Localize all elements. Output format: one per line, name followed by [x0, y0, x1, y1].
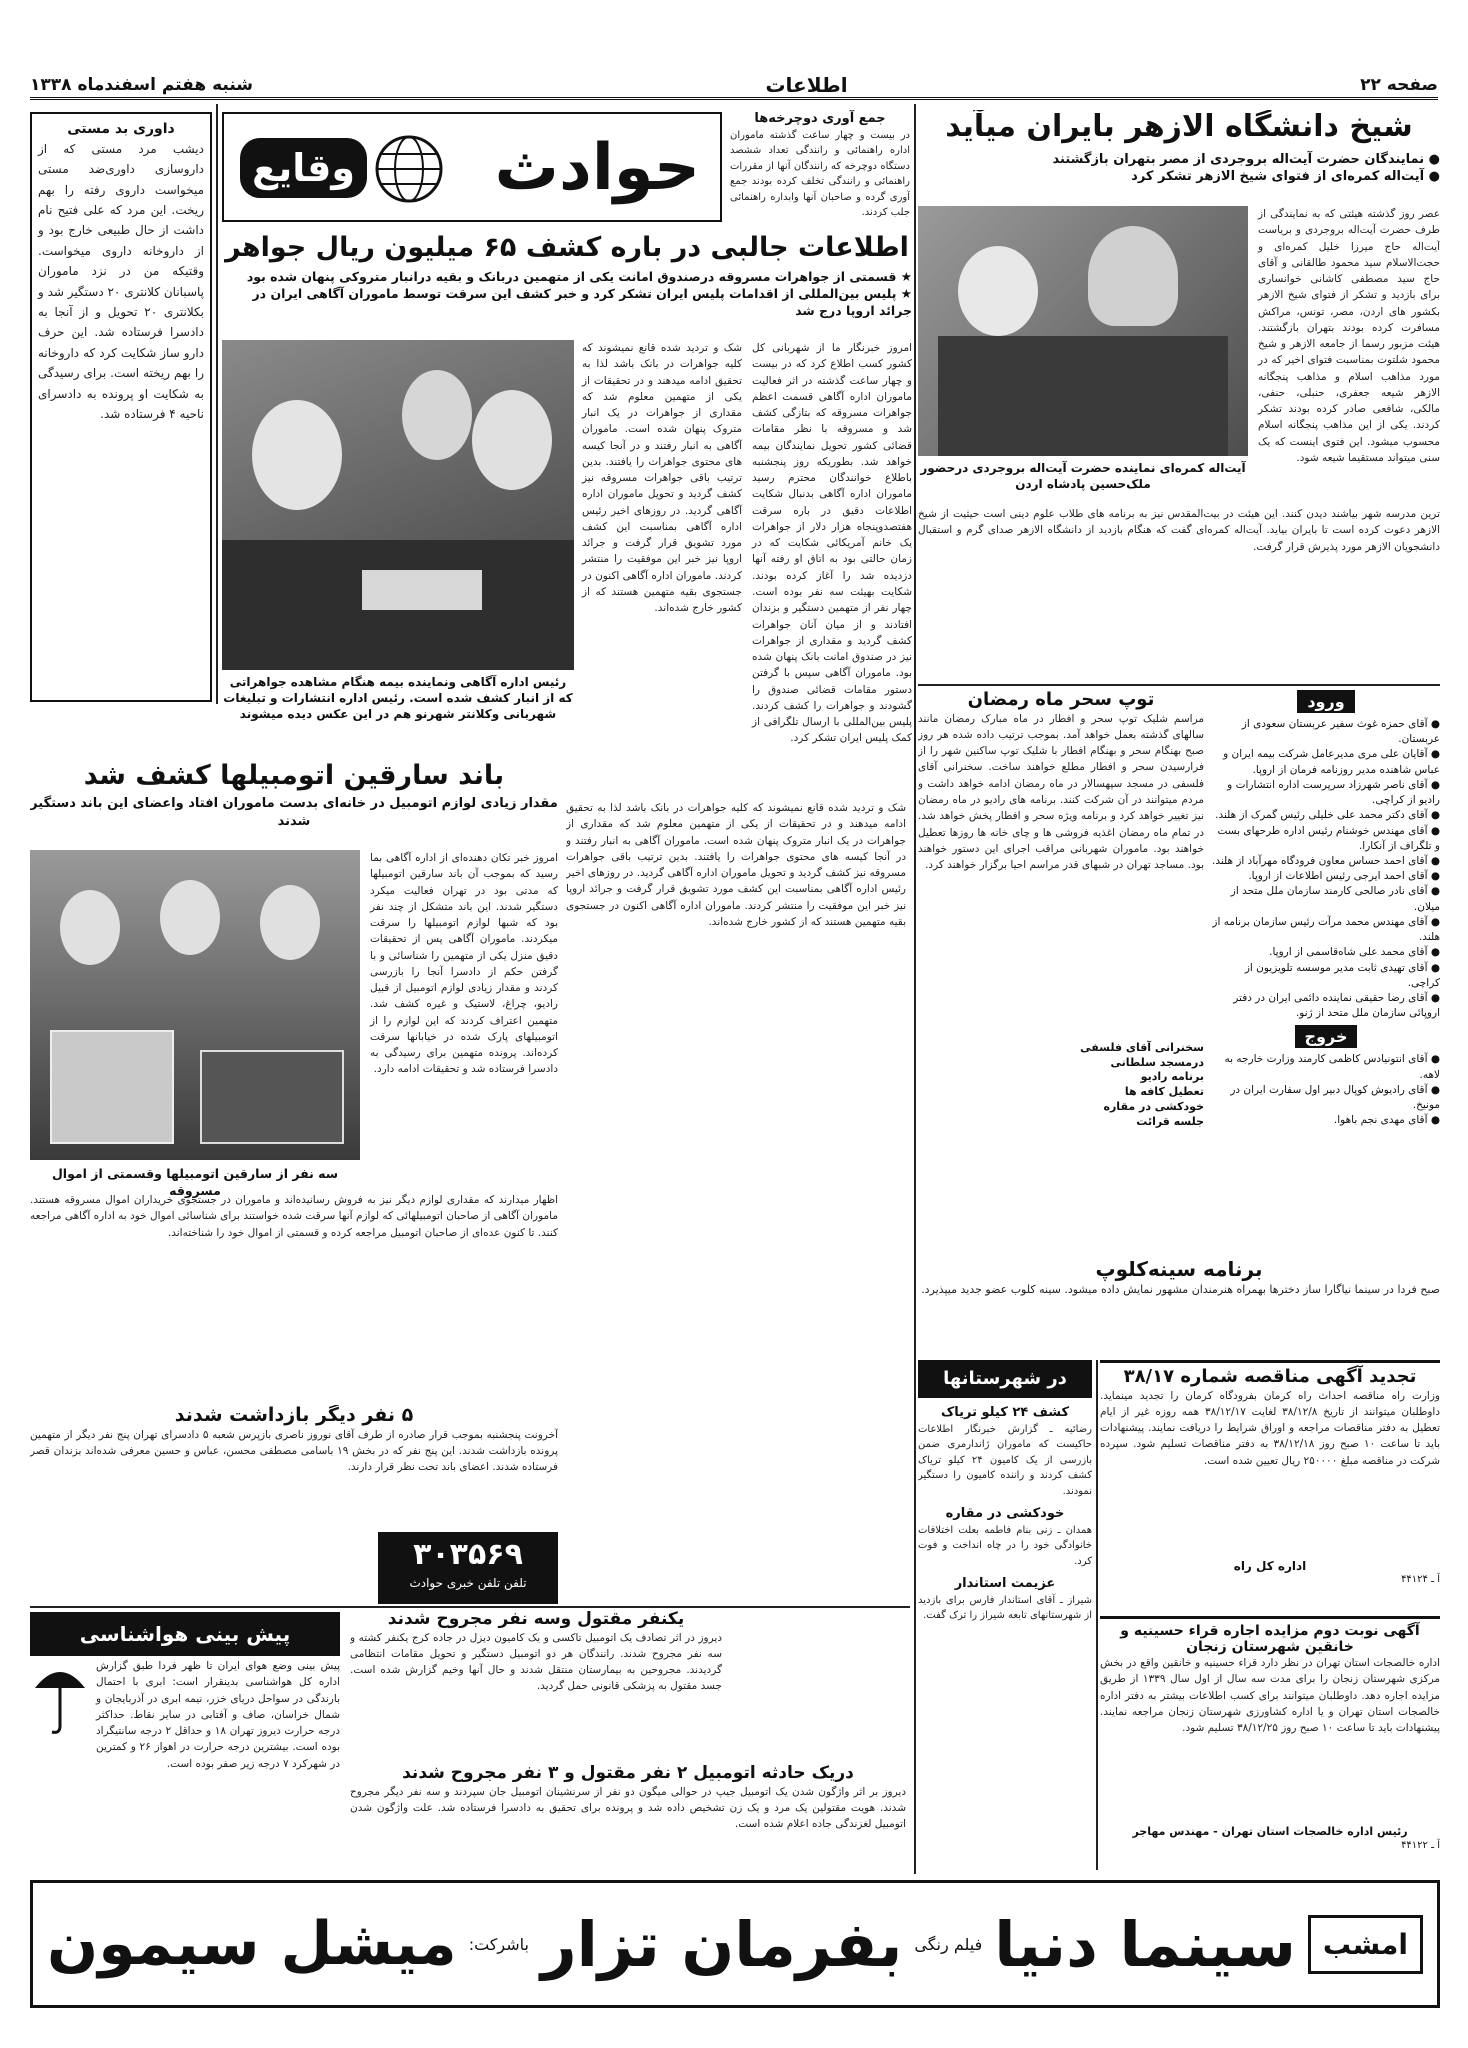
list-item: ● آقای رضا حقیقی نماینده دائمی ایران در دفتر اروپائی سازمان ملل متحد از ژنو. — [1233, 991, 1440, 1020]
darik-body: دیروز بر اثر واژگون شدن یک اتومبیل جیپ در حوالی میگون دو نفر از سرنشینان اتومبیل جان سپردند و سه نفر دیگر مجروح شدند. هویت مقتولین یک مرد و یک زن تشخیص داده شد و پرونده برای تحقیق به دادسرا فرستاده شد. علت واژگون شدن اتومبیل لغزندگی جاده اعلام شده است. — [350, 1785, 906, 1831]
column-rule — [914, 104, 916, 1874]
yekn-title: یکنفر مقتول وسه نفر مجروح شدند — [387, 1610, 685, 1629]
phone-ad-number: ۳۰۳۵۶۹ — [413, 1537, 523, 1572]
provinces-title-box — [918, 1360, 1092, 1398]
list-item: ● آقای انتونیادس کاظمی کارمند وزارت خارجه به لاهه. — [1224, 1053, 1440, 1081]
azhar-photo — [918, 206, 1248, 456]
weather-title: پیش بینی هواشناسی — [79, 1622, 291, 1646]
banner-with: باشرکت: — [468, 1934, 529, 1954]
band-body: امروز خبر تکان دهنده‌ای از اداره آگاهی بما رسید که بموجب آن باند سارقین اتومبیلها که مدتی بود در تهران فعالیت میکرد دستگیر شدند. این باند متشکل از چند نفر بود که شبها لوازم اتومبیلها را سرقت میکردند. ماموران آگاهی پس از تحقیقات دقیق منزل یکی از متهمین را شناسائی و با گرفتن حکم از دادسرا آنجا را بازرسی کردند و مقدار زیادی لوازم اتومبیل از قبیل رادیو، چراغ، لاستیک و غیره کشف شد. متهمین اعتراف کردند که این لوازم را از اتومبیلهای پارک شده در خیابانها سرقت کرده‌اند. پرونده متهمین برای رسیدگی به دادسرا فرستاده شد و تحقیقات ادامه دارد. — [370, 852, 558, 1076]
azhar-body: عصر روز گذشته هیئتی که به نمایندگی از طرف حضرت آیت‌اله بروجردی و بریاست آیت‌اله حاج میرزا خلیل کمره‌ای و حجت‌الاسلام سید محمود طالقانی و آقای حاج سید مصطفی کاشانی خوانساری برای بازدید و تشکر از فتوای شیخ الازهر بکشور های اردن، مصر، تونس، مراکش مسافرت کرده بودند بتهران بازگشتند. هیئت مزبور رسما از جامعه الازهر و شیخ محمود شلتوت بمناسبت فتوای اخیر که در مورد مذاهب اسلام و مذاهب پنجگانه الازهر شیعه جعفری، حنبلی، حنفی، مالکی، شافعی صادر کرده بودند تشکر کردند. یکی از این مذاهب پنجگانه اسلام محسوب میشود. این فتوی اینست که یک سنی میتواند مستقیما شیعه شود. — [1258, 208, 1440, 464]
page-header — [30, 72, 1438, 100]
bicycles-title: جمع آوری دوچرخه‌ها — [754, 111, 886, 126]
jewels-article — [222, 232, 912, 792]
list-item: ● آقای تهیدی ثابت مدیر موسسه تلویزیون از کراچی. — [1244, 961, 1440, 989]
middle-column-text: شک و تردید شده قانع نمیشوند که کلیه جواهرات در بانک باشد لذا به تحقیق ادامه میدهند و در تحقیقات از یکی از متهمین معلوم شد که مقداری از جواهرات در یک انبار متروک پنهان شده است. ماموران آگاهی به انبار رفتند و در آنجا کیسه های محتوی جواهرات را یافتند. بدین ترتیب باقی جواهرات مسروقه نیز کشف گردید و تحویل ماموران اداره آگاهی گردید. در روزهای اخیر رئیس اداره آگاهی بمناسبت این کشف مورد تشویق قرار گرفت و جرائد اروپا نیز خبر این موفقیت را منتشر کردند. ماموران اداره آگاهی اکنون در جستجوی بقیه متهمین هستند که از کشور خارج شده‌اند. — [566, 802, 906, 928]
list-item: ● آقای نادر صالحی کارمند سازمان ملل متحد از میلان. — [1230, 885, 1440, 913]
tender-body: وزارت راه مناقصه احداث راه کرمان بفرودگاه کرمان را تجدید مینماید. داوطلبان میتوانند از تاریخ ۳۸/۱۲/۸ لغایت ۳۸/۱۲/۱۷ همه روزه غیر از ایام تعطیل به دفتر مناقصات مراجعه و اوراق شرایط را دریافت نمایند. پیشنهادات باید تا ساعت ۱۰ صبح روز ۳۸/۱۲/۱۸ به دفتر مناقصات تسلیم شود. سپرده شرکت در مناقصه مبلغ ۲۵۰۰۰۰ ریال تعیین شده است. — [1100, 1389, 1440, 1467]
auction-footer: رئیس اداره خالصجات استان تهران - مهندس مهاجر — [1132, 1825, 1408, 1839]
banner-tonight: امشب — [1308, 1915, 1423, 1974]
phone-ad — [378, 1532, 558, 1604]
band-body-2: اظهار میدارند که مقداری لوازم دیگر نیز به فروش رسانیده‌اند و ماموران در جستجوی خریداران اموال مسروقه هستند. ماموران آگاهی از صاحبان اتومبیلهائی که لوازم آنها سرقت شده خواستند برای شناسائی اموال خود به اداره آگاهی مراجعه کنند. تا کنون عده‌ای از صاحبان اتومبیل مراجعه کرده و قسمتی از اموال خود را شناخته‌اند. — [30, 1194, 558, 1239]
jewels-photo — [222, 340, 574, 670]
azhar-bullet-2: ● آیت‌اله کمره‌ای از فتوای شیخ الازهر تشکر کرد — [1131, 169, 1440, 185]
jewels-bullet-1: ★ قسمتی از جواهرات مسروقه درصندوق امانت یکی از متهمین دربانک و بقیه درانبار متروکی پنهان شده بود — [246, 269, 912, 285]
jewels-title: اطلاعات جالبی در باره کشف ۶۵ میلیون ریال جواهر — [225, 232, 909, 263]
provinces-column — [918, 1360, 1092, 1860]
topsahar-subhead-5: خودکشی در مقاره — [1103, 1100, 1204, 1114]
banner-cinema: سینما دنیا — [994, 1907, 1296, 1981]
departures-list — [1212, 1052, 1440, 1128]
topsahar-body: مراسم شلیک توپ سحر و افطار در ماه مبارک رمضان مانند سالهای گذشته بعمل خواهد آمد. بموجب ترتیب داده شده هر روز صبح بهنگام سحر و بهنگام افطار با شلیک توپ ساکنین شهر را از فرارسیدن سحر و افطار مطلع خواهند ساخت. سخنرانی آقای فلسفی در مسجد سپهسالار در ماه رمضان ادامه خواهد داشت و مردم میتوانند در آن شرکت کنند. برنامه های رادیو در ماه رمضان نیز تغییر خواهد کرد و برنامه ویژه سحر و افطار پخش خواهد شد. در تمام ماه رمضان اغذیه فروشی ها و چای خانه ها روزها تعطیل خواهند بود. ماموران شهربانی مراقب اجرای این دستور خواهند بود. مساجد تهران در شبهای قدر مراسم احیا برگزار خواهند کرد. — [918, 712, 1204, 872]
auction-ad — [1100, 1616, 1440, 1866]
phone-ad-caption: تلفن تلفن خبری حوادث — [409, 1576, 527, 1590]
panj-article — [30, 1405, 558, 1525]
topsahar-subhead-2: درمسجد سلطانی — [1110, 1055, 1204, 1069]
topsahar-subhead-4: تعطیل کافه ها — [1124, 1085, 1204, 1099]
banner-star: میشل سیمون — [47, 1909, 457, 1979]
band-subtitle: مقدار زیادی لوازم اتومبیل در خانه‌ای بدست ماموران افتاد واعضای این باند دستگیر شدند — [30, 796, 558, 829]
issue-date: شنبه هفتم اسفندماه ۱۳۳۸ — [30, 74, 253, 95]
provinces-item-1-title: کشف ۲۴ کیلو تریاک — [940, 1405, 1070, 1420]
azhar-caption: آیت‌اله کمره‌ای نماینده حضرت آیت‌اله بروجردی درحضور ملک‌حسین پادشاه اردن — [920, 461, 1246, 492]
column-rule — [216, 104, 218, 704]
topsahar-subhead-3: برنامه رادیو — [1140, 1070, 1204, 1084]
bicycles-body: در بیست و چهار ساعت گذشته ماموران اداره راهنمائی و رانندگی تعداد ششصد دستگاه دوچرخه که رانندگان آنها از مقررات راهنمائی و رانندگی تخلف کرده بودند جمع آوری گرده و صاحبان آنها وابداره راهنمائی جلب کردند. — [730, 129, 910, 219]
globe-icon — [374, 134, 444, 204]
darik-title: دریک حادثه اتومبیل ۲ نفر مقتول و ۳ نفر مجروح شدند — [402, 1764, 854, 1783]
darik-article — [350, 1764, 906, 1874]
list-item: ● آقای حمزه غوث سفیر عربستان سعودی از عربستان. — [1241, 718, 1440, 746]
page-number: صفحه ۲۲ — [1360, 74, 1438, 95]
provinces-item-1-body: رضائیه ـ گزارش خبرنگار اطلاعات حاکیست که ماموران ژاندارمری ضمن بازرسی از یک کامیون ۲۴ کیلو تریاک کشف کردند و راننده کامیون را دستگیر نمودند. — [918, 1423, 1092, 1497]
list-item: ● آقایان علی مری مدیرعامل شرکت بیمه ایران و عباس شاهنده مدیر روزنامه فرمان از اروپا. — [1223, 748, 1440, 776]
tender-ad — [1100, 1360, 1440, 1610]
list-item: ● آقای مهدی نجم باهوا. — [1333, 1114, 1440, 1127]
auction-body: اداره خالصجات استان تهران در نظر دارد قراء حسینیه و خانقین واقع در بخش مرکزی شهرستان زنجان را برای مدت سه سال از اول سال ۱۳۳۹ از طریق مزایده اجاره دهد. داوطلبان میتوانند برای کسب اطلاعات بیشتر به دفتر اداره خالصجات استان تهران و یا اداره کشاورزی شهرستان زنجان مراجعه نمایند. پیشنهادات باید تا ساعت ۱۰ صبح روز ۳۸/۱۲/۲۵ تسلیم شود. — [1100, 1657, 1440, 1735]
azhar-title: شیخ دانشگاه الازهر بایران میآید — [945, 110, 1413, 144]
azhar-article — [918, 110, 1440, 680]
jewels-body-2: شک و تردید شده قانع نمیشوند که کلیه جواهرات در بانک باشد لذا به تحقیق ادامه میدهند و در تحقیقات از یکی از متهمین معلوم شد که مقداری از جواهرات در یک انبار متروک پنهان شده است. ماموران آگاهی به انبار رفتند و در آنجا کیسه های محتوی جواهرات را یافتند. بدین ترتیب باقی جواهرات مسروقه نیز کشف گردید و تحویل ماموران اداره آگاهی گردید. در روزهای اخیر رئیس اداره آگاهی بمناسبت این کشف مورد تشویق قرار گرفت و جرائد اروپا نیز خبر این موفقیت را منتشر کردند. ماموران اداره آگاهی اکنون در جستجوی بقیه متهمین هستند که از کشور خارج شده‌اند. — [582, 342, 742, 615]
list-item: ● آقای رادیوش کوپال دبیر اول سفارت ایران در مونیخ. — [1230, 1083, 1440, 1112]
topsahar-article — [918, 690, 1204, 1250]
band-photo — [30, 850, 360, 1160]
auction-title: آگهی نوبت دوم مزایده اجاره قراء حسینیه و خانقین شهرستان زنجان — [1120, 1623, 1420, 1656]
band-article — [30, 760, 558, 1400]
tender-title: تجدید آگهی مناقصه شماره ۳۸/۱۷ — [1123, 1366, 1417, 1387]
provinces-item-3-body: شیراز ـ آقای استاندار فارس برای بازدید از شهرستانهای تابعه شیراز را ترک گفت. — [918, 1594, 1092, 1622]
arrivals-tag: ورود — [1297, 690, 1354, 713]
vaghaye-title: وقایع — [240, 138, 367, 198]
topsahar-subhead-1: سخنرانی آقای فلسفی — [1080, 1040, 1204, 1054]
provinces-item-3-title: عزیمت استاندار — [954, 1576, 1056, 1592]
departures-tag: خروج — [1295, 1025, 1358, 1048]
provinces-item-2-title: خودکشی در مقاره — [945, 1506, 1065, 1522]
list-item: ● آقای مهندس محمد مرآت رئیس سازمان برنامه از هلند. — [1212, 915, 1440, 944]
jewels-bullet-2: ★ پلیس بین‌المللی از اقدامات پلیس ایران تشکر کرد و خبر کشف این سرقت توسط ماموران آگاهی ایران در جرائد اروپا درج شد — [252, 285, 912, 318]
band-title: باند سارقین اتومبیلها کشف شد — [83, 760, 505, 791]
yekn-article — [350, 1610, 722, 1760]
hawadeth-logo — [222, 112, 722, 222]
jewels-body-1: امروز خبرنگار ما از شهربانی کل کشور کسب اطلاع کرد که در بیست و چهار ساعت گذشته در اثر فعالیت ماموران اداره آگاهی قسمت اعظم جواهرات مسروقه که بتازگی کشف شد و مسروقه با نظر مقامات قضائی کشور تحویل نمایندگان بیمه خواهد شد. بطوریکه روز پنجشنبه باطلاع خوانندگان محترم رسید ماموران اداره آگاهی بدنبال شکایت اطلاعات دقیق در باره سرقت هفتصدوپنجاه هزار دلار از جواهرات یک خانم آمریکائی شکایت که در زمان حالتی بود به اتاق او رفته آنها دزدیده شد را آغاز کرده بودند. شکایت بهیئت سه نفر بوده است. چهار نفر از متهمین دستگیر و بزندان افتادند و از میان آنان جواهرات کشف گردید و مقداری از جواهرات نیز در صندوق امانت بانک پنهان شده بود. ماموران آگاهی سپس با گرفتن دستور مقامات قضائی صندوق را گشودند و جواهرات را کشف کردند. پلیس بین‌المللی با ارسال تلگرافی از کمک پلیس ایران تشکر کرد. — [752, 342, 912, 745]
arrivals-list — [1212, 717, 1440, 1021]
row-rule — [30, 1606, 910, 1608]
row-rule — [918, 684, 1440, 686]
newspaper-name: اطلاعات — [765, 72, 848, 97]
yekn-body: دیروز در اثر تصادف یک اتومبیل تاکسی و یک کامیون دیزل در جاده کرج یکنفر کشته و سه نفر مجروح شدند. رانندگان هر دو اتومبیل دستگیر و تحویل مقامات انتظامی گردیدند. مجروحین به بیمارستان منتقل شدند و حال آنها وخیم گزارش شده است. جسد مقتول به پزشکی قانونی حمل گردید. — [350, 1631, 722, 1693]
cineclub-body: صبح فردا در سینما نیاگارا ساز دخترها بهمراه هنرمندان مشهور نمایش داده میشود. سینه کلوب عضو جدید میپذیرد. — [921, 1283, 1440, 1296]
tender-footer: اداره کل راه — [1233, 1558, 1307, 1573]
banner-film-label: فیلم رنگی — [914, 1934, 983, 1954]
band-photo-caption: سه نفر از سارقین اتومبیلها وقسمتی از اموال مسروقه — [51, 1166, 339, 1198]
davari-article — [30, 112, 212, 702]
list-item: ● آقای محمد علی شاه‌قاسمی از اروپا. — [1269, 946, 1440, 959]
auction-code: آ ـ ۴۴۱۲۲ — [1401, 1840, 1440, 1852]
cinema-banner — [30, 1880, 1440, 2008]
list-item: ● آقای ناصر شهرزاد سرپرست اداره انتشارات و رادیو از کراچی. — [1227, 778, 1440, 807]
bicycles-article — [730, 110, 910, 230]
jewels-photo-caption: رئیس اداره آگاهی ونماینده بیمه هنگام مشاهده جواهراتی که از انبار کشف شده است. رئیس اداره انتشارات و تبلیغات شهربانی وکلانتر شهرنو هم در این عکس دیده میشوند — [223, 675, 573, 722]
azhar-body-2: ترین مدرسه شهر بیاشند دیدن کنند. این هیئت در بیت‌المقدس نیز به برنامه های طلاب علوم دینی است حیثیت از شیخ الازهر دعوت کرده است تا بایران بیاید. آیت‌اله کمره‌ای گفت که هنگام بازدید از دانشگاه الازهر صدای گرم و استقبال دانشجویان الازهر مورد پذیرش قرار گرفت. — [918, 508, 1440, 553]
tender-code: آ ـ ۴۴۱۲۴ — [1401, 1573, 1440, 1585]
list-item: ● آقای دکتر محمد علی خلیلی رئیس گمرک از هلند. — [1215, 809, 1440, 822]
weather-article — [30, 1612, 340, 1772]
list-item: ● آقای مهندس خوشنام رئیس اداره طرحهای بست و تلگراف از آنکارا. — [1217, 824, 1440, 852]
list-item: ● آقای احمد حساس معاون فرودگاه مهرآباد از هلند. — [1212, 854, 1440, 867]
middle-column — [566, 800, 906, 1600]
azhar-bullet-1: ● نمایندگان حضرت آیت‌اله بروجردی از مصر بتهران بازگشتند — [1052, 151, 1440, 167]
panj-body: آخرونت پنجشنبه بموجب قرار صادره از طرف آقای نوروز ناصری بازپرس شعبه ۵ دادسرای تهران پنج نفر دیگر از متهمین پرونده بازداشت شدند. این پنج نفر که در بخش ۱۹ باسامی مصطفی محسن، عباس و حسین معرفی شده‌اند بزندان قصر فرستاده شدند. اعضای باند تحت نظر قرار دارند. — [30, 1428, 558, 1474]
list-item: ● آقای احمد ایرجی رئیس اطلاعات از اروپا. — [1248, 870, 1440, 883]
davari-title: داوری بد مستی — [67, 121, 175, 137]
banner-film-title: بفرمان تزار — [540, 1907, 903, 1981]
column-rule — [1096, 1360, 1098, 1870]
cineclub-title: برنامه سینه‌کلوپ — [1095, 1258, 1263, 1281]
provinces-title: در شهرستانها — [943, 1368, 1067, 1389]
provinces-item-2-body: همدان ـ زنی بنام فاطمه بعلت اختلافات خانوادگی خود را در چاه انداخت و فوت کرد. — [918, 1524, 1092, 1567]
panj-title: ۵ نفر دیگر بازداشت شدند — [174, 1405, 414, 1426]
umbrella-icon — [30, 1656, 90, 1736]
davari-body: دیشب مرد مستی که از داروسازی داوری‌ضد مستی میخواست داروی رفته را بهم ریخت. این مرد که علی فتیح نام داشت از حال طبیعی خارج بود و از داروخانه داروی میخواست. وقتیکه من در نزد ماموران پاسبانان کلانتری ۲۰ دستگیر شد و بکلانتری ۲۰ تحویل و از آنجا به دادسرا فرستاده شد. این حرف دارو ساز شکایت کرد که داروخانه را بهم ریخته است. برای رسیدگی به شکایت او پرونده به دادسرای ناحیه ۴ فرستاده شد. — [38, 141, 204, 421]
weather-body: پیش بینی وضع هوای ایران تا ظهر فردا طبق گزارش اداره کل هواشناسی بدینقرار است: ابری با احتمال بارندگی در سواحل دریای خزر، نیمه ابری در آذربایجان و شمال خراسان، صاف و آفتابی در سایر نقاط. حداکثر درجه حرارت دیروز تهران ۱۸ و حداقل ۲ درجه سانتیگراد بوده است. بیشترین درجه حرارت در اهواز ۲۶ و کمترین در شهرکرد ۷ درجه زیر صفر بوده است. — [96, 1660, 340, 1770]
weather-title-box — [30, 1612, 340, 1656]
topsahar-subhead-6: جلسه قرائت — [1136, 1114, 1204, 1128]
cineclub-article — [918, 1258, 1440, 1358]
arrivals-column — [1212, 690, 1440, 1250]
topsahar-title: توپ سحر ماه رمضان — [967, 690, 1155, 710]
hawadeth-title: حوادث — [494, 131, 700, 205]
